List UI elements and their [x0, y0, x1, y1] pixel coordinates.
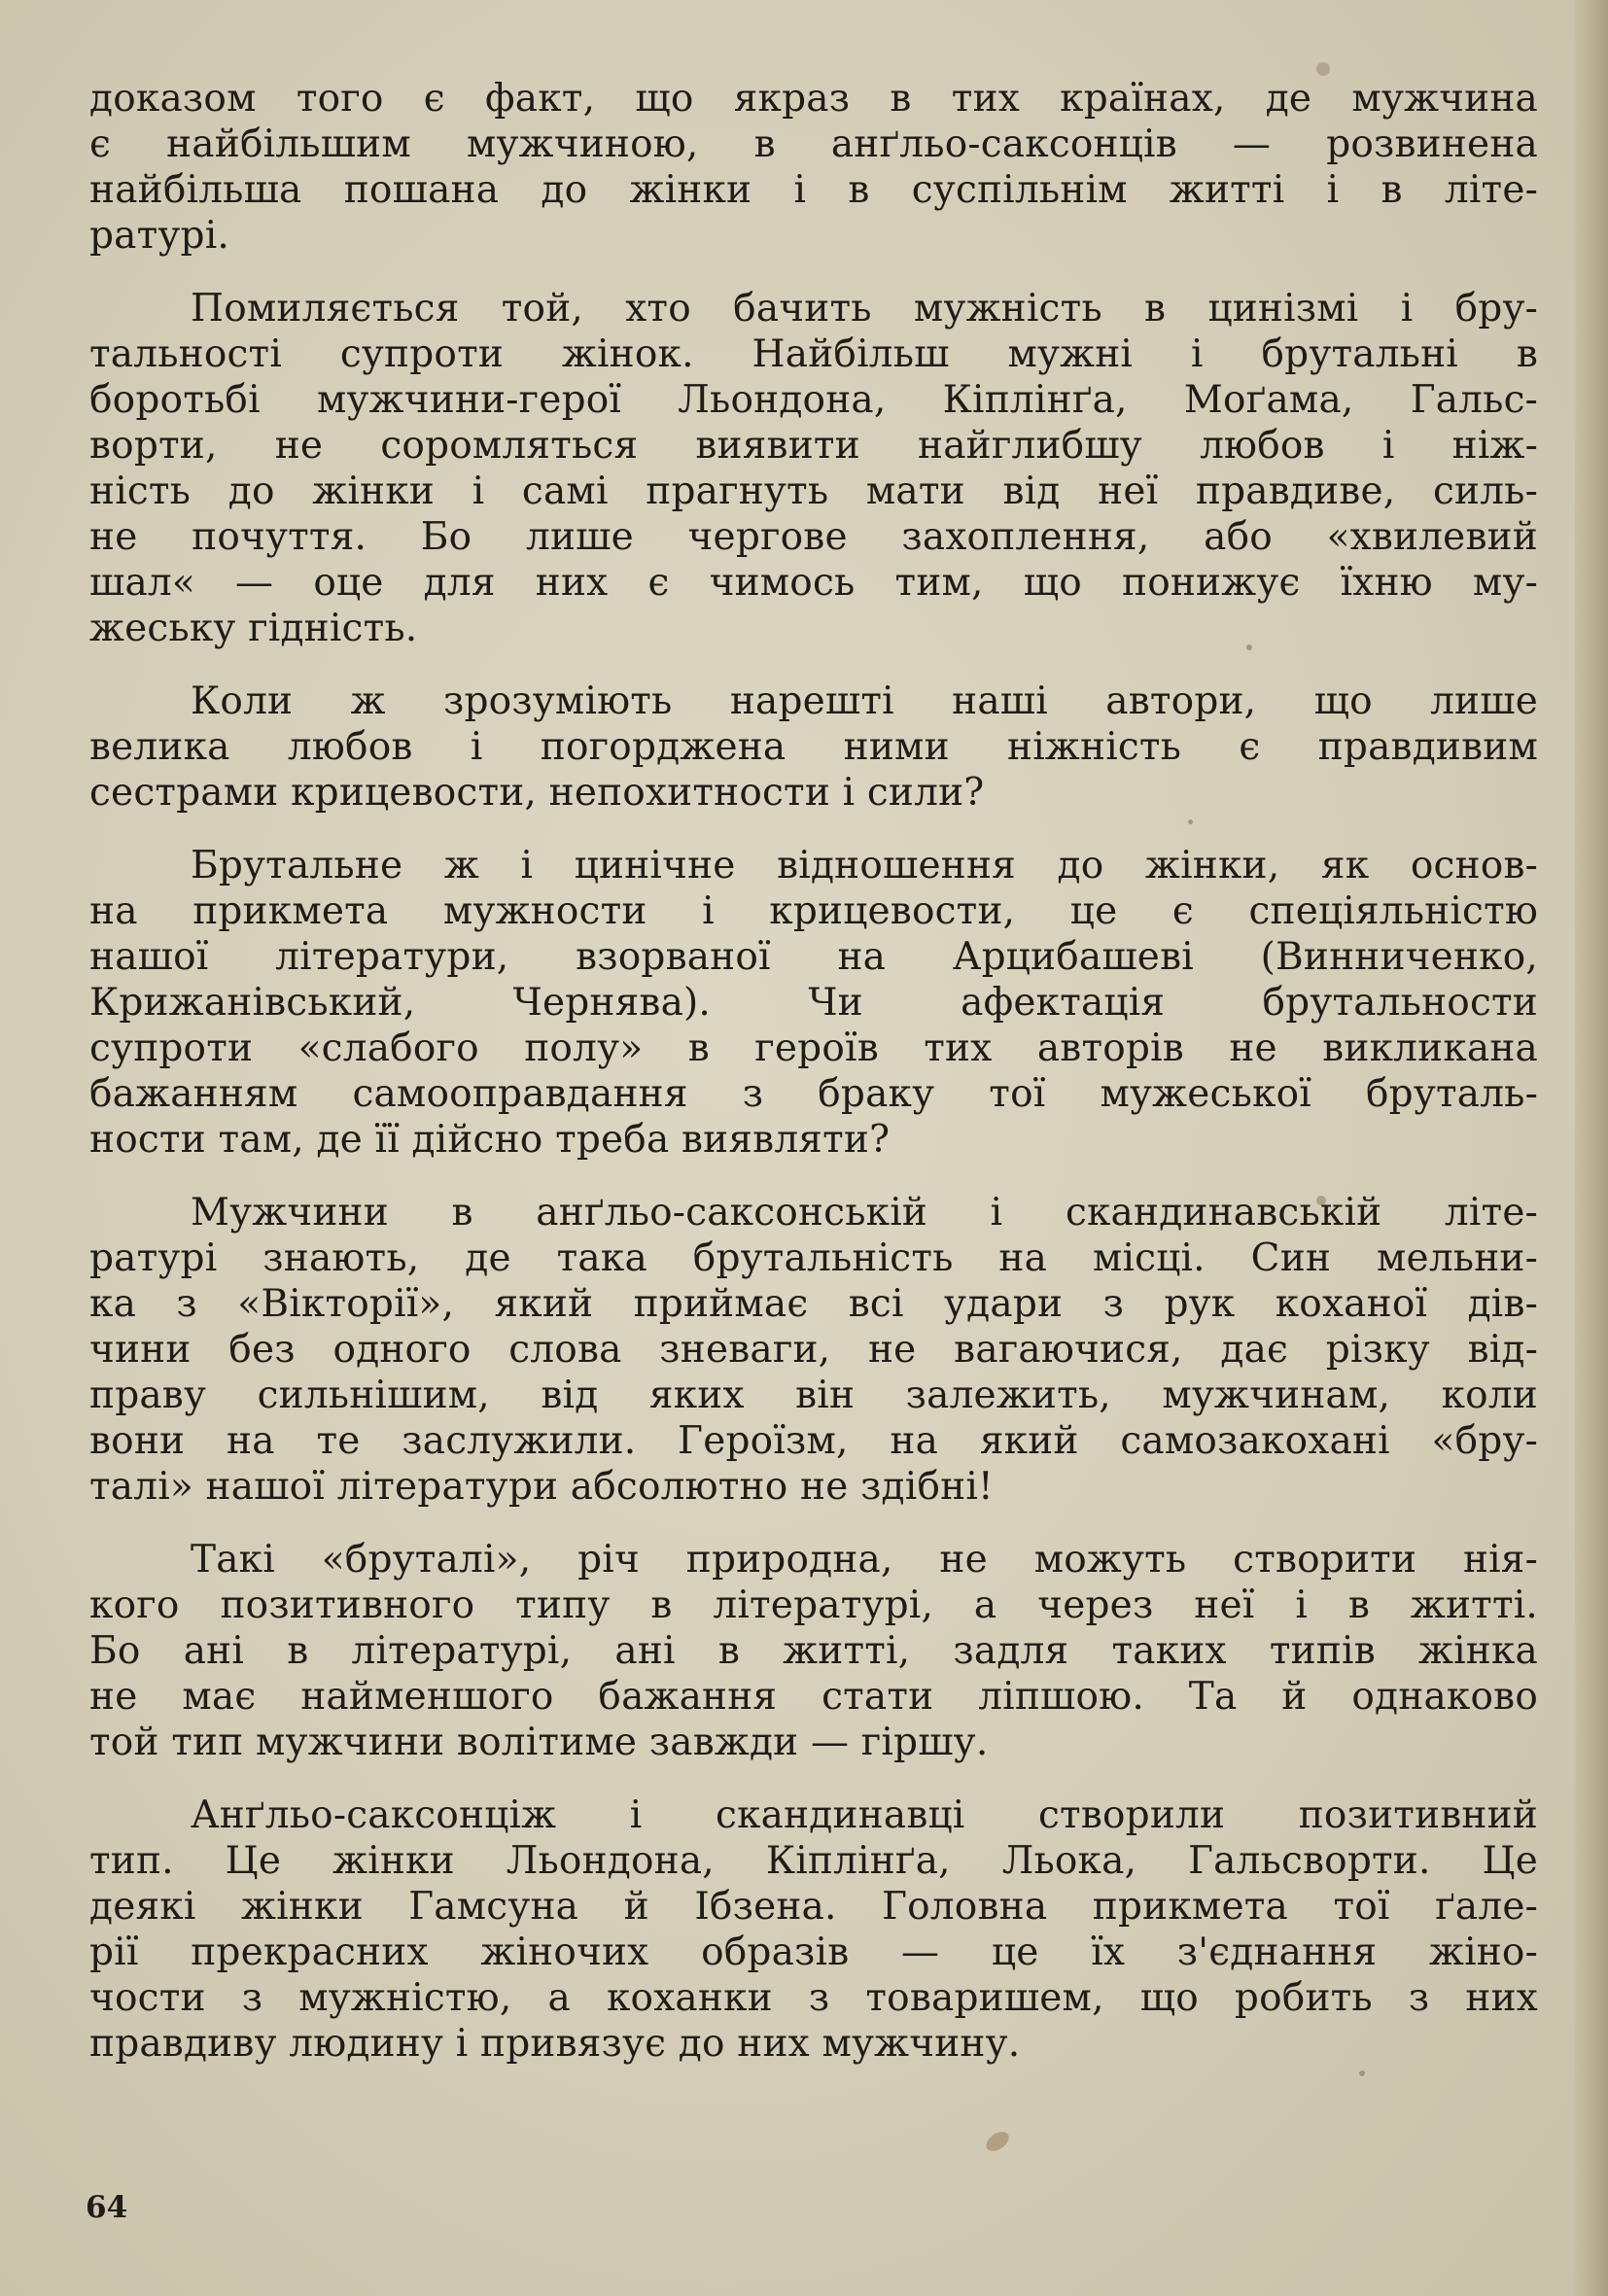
paper-spot: [1316, 1196, 1326, 1205]
text-line: шал« — оце для них є чимось тим, що понижує їхню му-: [89, 561, 1538, 605]
text-line: правдиву людину і привязує до них мужчину.: [89, 2022, 1021, 2066]
text-line: ність до жінки і самі прагнуть мати від неї правдиве, силь-: [89, 470, 1538, 513]
text-line: Бо ані в літературі, ані в житті, задля таких типів жінка: [89, 1629, 1538, 1673]
text-line: є найбільшим мужчиною, в анґльо-саксонців — розвинена: [89, 122, 1538, 166]
text-line: ратурі знають, де така брутальність на місці. Син мельни-: [89, 1236, 1538, 1280]
text-line: ности там, де її дійсно треба виявляти?: [89, 1118, 891, 1162]
paper-spot: [1316, 62, 1330, 76]
text-line: сестрами крицевости, непохитности і сили?: [89, 771, 985, 815]
text-line: рії прекрасних жіночих образів — це їх з'єднання жіно-: [89, 1931, 1538, 1974]
text-line: Крижанівський, Чернява). Чи афектація брутальности: [89, 981, 1538, 1025]
book-spine-edge: [1575, 0, 1608, 2296]
text-line: ворти, не соромляться виявити найглибшу любов і ніж-: [89, 424, 1538, 468]
paper-spot: [1188, 819, 1193, 824]
paragraph-5: [89, 1190, 1538, 1510]
paragraph-7: [89, 1792, 1538, 2067]
text-line: Такі «бруталі», річ природна, не можуть створити нія-: [191, 1538, 1538, 1582]
text-line: тип. Це жінки Льондона, Кіплінґа, Льока, Гальсворти. Це: [89, 1839, 1538, 1883]
text-line: той тип мужчини волітиме завжди — гіршу.: [89, 1721, 989, 1764]
text-line: доказом того є факт, що якраз в тих країнах, де мужчина: [89, 77, 1538, 121]
body-text: [89, 76, 1538, 2094]
paper-spot: [1246, 644, 1252, 650]
text-line: Коли ж зрозуміють нарешті наші автори, що лише: [191, 679, 1538, 723]
text-line: не має найменшого бажання стати ліпшою. Та й однаково: [89, 1675, 1538, 1719]
text-line: чости з мужністю, а коханки з товаришем, що робить з них: [89, 1976, 1538, 2020]
text-line: на прикмета мужности і крицевости, це є спеціяльністю: [89, 889, 1538, 933]
paragraph-3: [89, 678, 1538, 816]
text-line: супроти «слабого полу» в героїв тих авторів не викликана: [89, 1026, 1538, 1070]
text-line: нашої літератури, взорваної на Арцибашеві (Винниченко,: [89, 935, 1538, 979]
text-line: Помиляється той, хто бачить мужність в цинізмі і бру-: [191, 287, 1538, 330]
text-line: Мужчини в анґльо-саксонській і скандинавській літе-: [191, 1191, 1538, 1235]
text-line: тальності супроти жінок. Найбільш мужні і брутальні в: [89, 332, 1538, 376]
text-line: не почуття. Бо лише чергове захоплення, або «хвилевий: [89, 515, 1538, 559]
text-line: вони на те заслужили. Героїзм, на який самозакохані «бру-: [89, 1419, 1538, 1463]
text-line: талі» нашої літератури абсолютно не здібні!: [89, 1465, 994, 1509]
text-line: найбільша пошана до жінки і в суспільнім житті і в літе-: [89, 168, 1538, 212]
text-line: Анґльо-саксонціж і скандинавці створили позитивний: [191, 1793, 1538, 1837]
text-line: чини без одного слова зневаги, не вагаючися, дає різку від-: [89, 1328, 1538, 1372]
text-line: ратурі.: [89, 214, 229, 258]
text-line: бажанням самооправдання з браку тої мужеської бруталь-: [89, 1072, 1538, 1116]
paragraph-4: [89, 843, 1538, 1163]
text-line: велика любов і погорджена ними ніжність є правдивим: [89, 725, 1538, 769]
paragraph-2: [89, 286, 1538, 651]
text-line: деякі жінки Гамсуна й Ібзена. Головна прикмета тої ґале-: [89, 1885, 1538, 1929]
text-line: праву сильнішим, від яких він залежить, мужчинам, коли: [89, 1374, 1538, 1417]
paper-stain: [983, 2128, 1012, 2155]
page-number: 64: [86, 2190, 128, 2225]
paper-spot: [1359, 2070, 1365, 2076]
text-line: ка з «Вікторії», який приймає всі удари з рук коханої дів-: [89, 1282, 1538, 1326]
paragraph-6: [89, 1537, 1538, 1765]
text-line: Брутальне ж і цинічне відношення до жінки, як основ-: [191, 844, 1538, 887]
text-line: кого позитивного типу в літературі, а через неї і в житті.: [89, 1583, 1538, 1627]
text-line: боротьбі мужчини-герої Льондона, Кіплінґа, Моґама, Гальс-: [89, 378, 1538, 422]
paragraph-1: [89, 76, 1538, 259]
text-line: жеську гідність.: [89, 607, 418, 650]
